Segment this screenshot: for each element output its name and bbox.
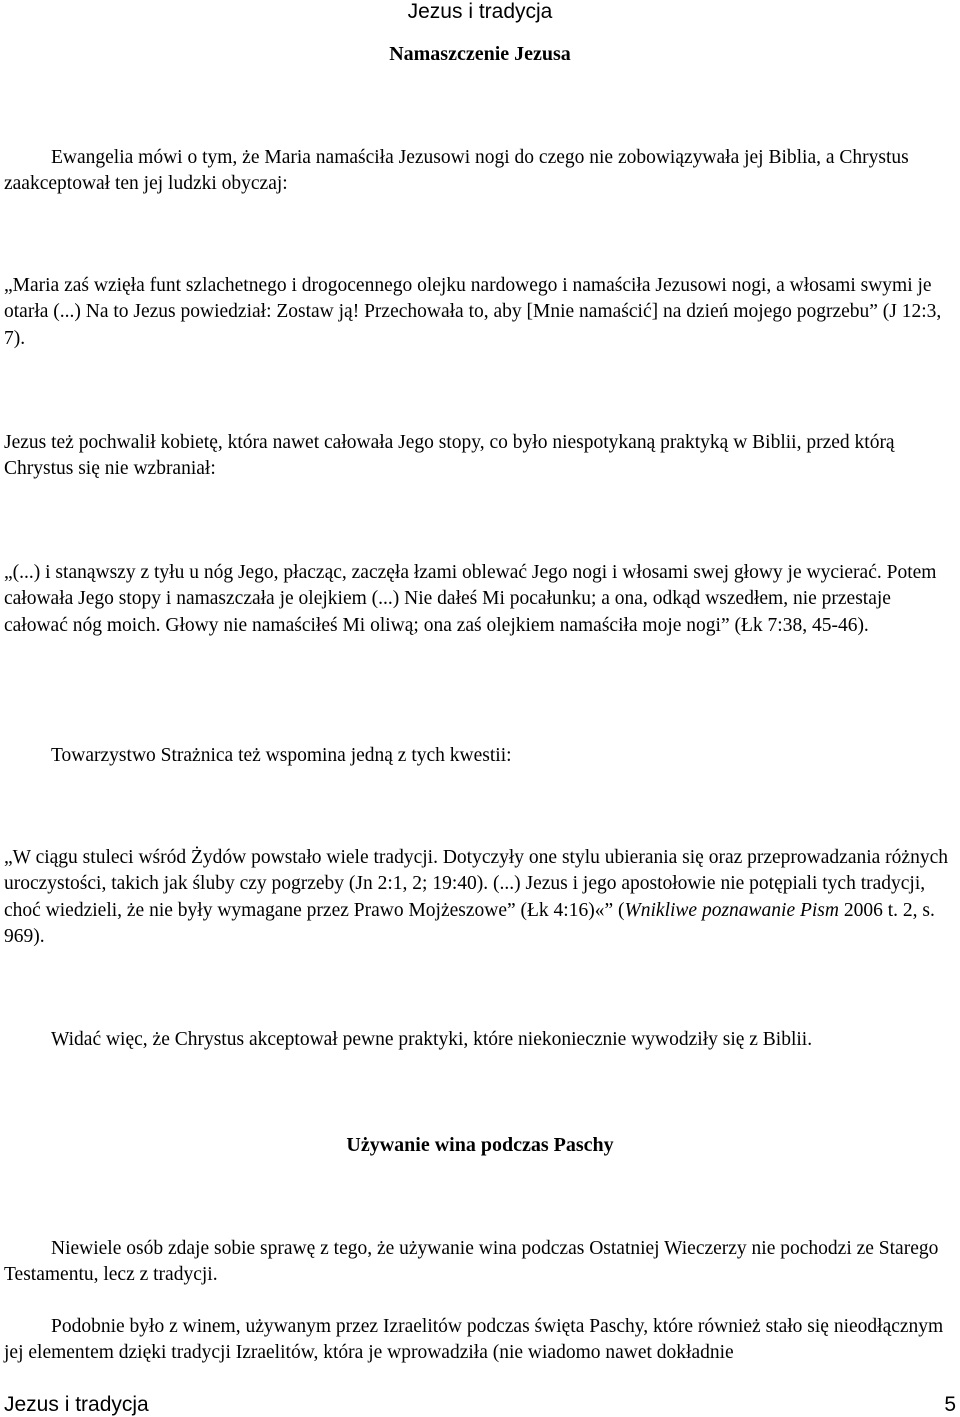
- running-header: Jezus i tradycja: [407, 0, 553, 23]
- section-title-wine: Używanie wina podczas Paschy: [346, 1134, 614, 1156]
- source-details: 2006 t. 2, s. 969).: [4, 899, 935, 947]
- quote-text: „W ciągu stuleci wśród Żydów powstało wiele tradycji. Dotyczyły one stylu ubierania się oraz przeprowadzania różnych uroczystości, takich jak śluby czy pogrzeby (Jn 2:1, 2; 19:40). (...) Jezus i jego apostołowie nie potępiali tych tradycji, choć wiedzieli, że nie były wymagane przez Prawo Mojżeszowe” (Łk 4:16)«” (: [4, 847, 948, 921]
- section-title-anointing: Namaszczenie Jezusa: [389, 43, 571, 65]
- source-title: Wnikliwe poznawanie Pism: [624, 899, 839, 921]
- running-footer: Jezus i tradycja: [4, 1393, 149, 1416]
- paragraph-watchtower: Towarzystwo Strażnica też wspomina jedną z tych kwestii:: [51, 745, 512, 766]
- paragraph-conclusion: Widać więc, że Chrystus akceptował pewne praktyki, które niekoniecznie wywodziły się z Biblii.: [51, 1029, 813, 1050]
- paragraph-wine-passover: Podobnie było z winem, używanym przez Izraelitów podczas święta Paschy, które również stało się nieodłącznym jej elementem dzięki tradycji Izraelitów, która je wprowadziła (nie wiadomo nawet dokładnie: [4, 1316, 944, 1364]
- page-number: 5: [944, 1393, 956, 1416]
- quote-watchtower: [4, 845, 956, 950]
- quote-luke: „(...) i stanąwszy z tyłu u nóg Jego, płacząc, zaczęła łzami oblewać Jego nogi i włosami swej głowy je wycierać. Potem całowała Jego stopy i namaszczała je olejkiem (...) Nie dałeś Mi pocałunku; a ona, odkąd wszedłem, nie przestaje całować nóg moich. Głowy nie namaściłeś Mi oliwą; ona zaś olejkiem namaściła moje nogi” (Łk 7:38, 45-46).: [4, 562, 937, 636]
- paragraph-kissing-feet: Jezus też pochwalił kobietę, która nawet całowała Jego stopy, co było niespotykaną praktyką w Biblii, przed którą Chrystus się nie wzbraniał:: [4, 432, 895, 480]
- paragraph-intro: Ewangelia mówi o tym, że Maria namaściła Jezusowi nogi do czego nie zobowiązywała jej Biblia, a Chrystus zaakceptował ten jej ludzki obyczaj:: [4, 147, 909, 195]
- paragraph-wine-intro: Niewiele osób zdaje sobie sprawę z tego, że używanie wina podczas Ostatniej Wieczerzy nie pochodzi ze Starego Testamentu, lecz z tradycji.: [4, 1238, 939, 1286]
- quote-john: „Maria zaś wzięła funt szlachetnego i drogocennego olejku nardowego i namaściła Jezusowi nogi, a włosami swymi je otarła (...) Na to Jezus powiedział: Zostaw ją! Przechowała to, aby [Mnie namaścić] na dzień mojego pogrzebu” (J 12:3, 7).: [4, 275, 942, 349]
